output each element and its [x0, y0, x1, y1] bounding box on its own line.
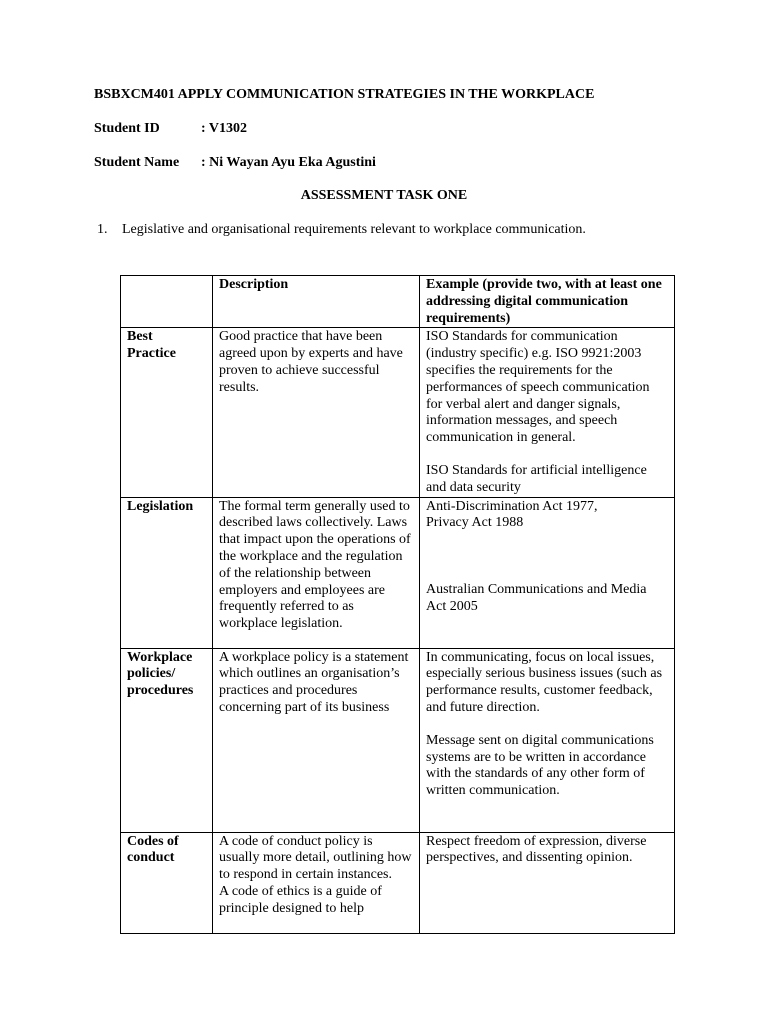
table-row [121, 648, 675, 832]
row-example [420, 497, 675, 648]
student-name-row [94, 155, 376, 171]
question-text: Legislative and organisational requirements relevant to workplace communication. [122, 222, 586, 237]
row-description [213, 832, 420, 933]
student-name-value: : Ni Wayan Ayu Eka Agustini [201, 155, 376, 170]
question-number: 1. [97, 222, 108, 237]
header-description: Description [213, 276, 420, 328]
row-example [420, 648, 675, 832]
description-1: A code of conduct policy is usually more detail, outlining how to respond in certain instances. [219, 833, 412, 883]
task-heading: ASSESSMENT TASK ONE [300, 188, 468, 203]
requirements-table [120, 275, 675, 934]
table-header-row [121, 276, 675, 328]
row-description: A workplace policy is a statement which outlines an organisation’s practices and procedures concerning part of its business [213, 648, 420, 832]
example-1: Anti-Discrimination Act 1977, Privacy Act 1988 [426, 498, 598, 531]
question-row [94, 222, 586, 238]
row-label: Best Practice [121, 328, 213, 497]
example-1: ISO Standards for communication (industry specific) e.g. ISO 9921:2003 specifies the requirements for the performances of speech communication for verbal alert and danger signals, information messages, and speech communication in general. [426, 329, 650, 446]
header-example: Example (provide two, with at least one addressing digital communication requirements) [420, 276, 675, 328]
example-2: Australian Communications and Media Act 2005 [426, 582, 647, 614]
table-row [121, 832, 675, 933]
example-1: In communicating, focus on local issues, especially serious business issues (such as performance results, customer feedback, and future direction. [426, 649, 663, 715]
table-row [121, 497, 675, 648]
row-description: The formal term generally used to described laws collectively. Laws that impact upon the operations of the workplace and the regulation of the relationship between employers and employees are frequently referred to as workplace legislation. [213, 497, 420, 648]
row-label: Workplace policies/ procedures [121, 648, 213, 832]
description-2: A code of ethics is a guide of principle designed to help [219, 883, 382, 916]
header-empty [121, 276, 213, 328]
table-row [121, 328, 675, 497]
student-id-row [94, 121, 247, 137]
example-2: Message sent on digital communications systems are to be written in accordance with the standards of any other form of written communication. [426, 732, 654, 799]
row-label: Legislation [121, 497, 213, 648]
row-description: Good practice that have been agreed upon by experts and have proven to achieve successful results. [213, 328, 420, 497]
student-id-value: : V1302 [201, 121, 248, 136]
student-name-label: Student Name [94, 155, 180, 170]
row-example: Respect freedom of expression, diverse perspectives, and dissenting opinion. [420, 832, 675, 933]
document-title: BSBXCM401 APPLY COMMUNICATION STRATEGIES IN THE WORKPLACE [94, 87, 595, 102]
example-2: ISO Standards for artificial intelligence and data security [426, 462, 647, 495]
row-example [420, 328, 675, 497]
student-id-label: Student ID [94, 121, 160, 136]
row-label: Codes of conduct [121, 832, 213, 933]
